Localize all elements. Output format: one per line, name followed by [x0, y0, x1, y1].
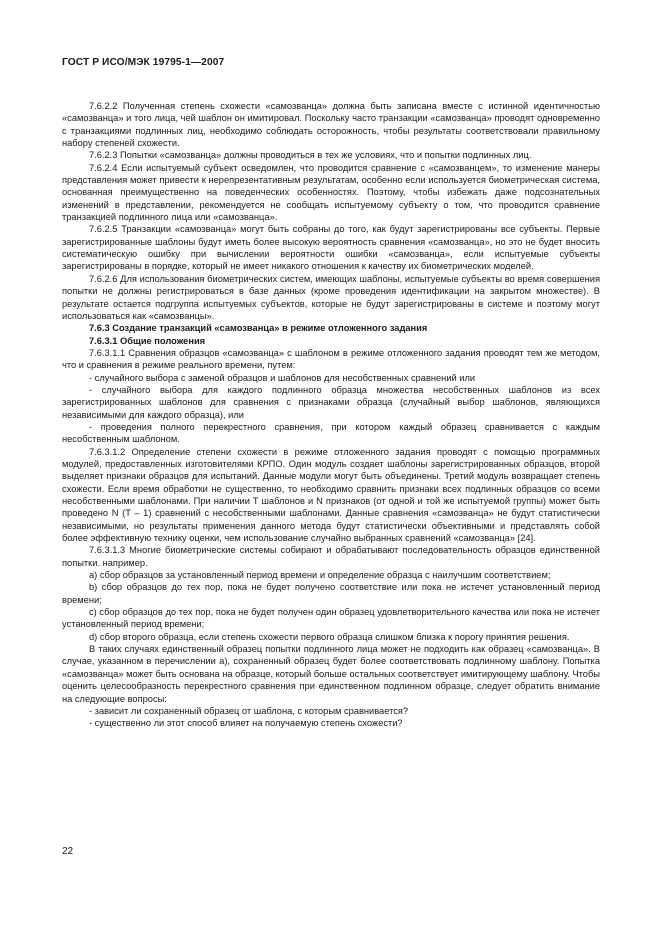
paragraph-7-6-2-2: 7.6.2.2 Полученная степень схожести «самозванца» должна быть записана вместе с истинной идентичностью «самозванца» и того лица, чей шаблон он имитировал. Поскольку часто транзакции «самозванца» проводят одновременно с транзакциями подлинных лиц, необходимо соблюдать осторожность, чтобы результаты соответствовали правильному набору степеней схожести. — [62, 101, 600, 149]
paragraph-single-sample: В таких случаях единственный образец попытки подлинного лица может не подходить как образец «самозванца». В случае, указанном в перечислении а), сохраненный образец будет более соответствовать подлинному шаблону. Попытка «самозванца» может быть основана на образце, который больше остальных соответствует имитирующему шаблону. Чтобы оценить целесообразность перекрестного сравнения при единственном подлинном образце, следует обратить внимание на следующие вопросы: — [62, 644, 600, 704]
list-item: - случайного выбора с заменой образцов и шаблонов для несобственных сравнений или — [89, 372, 476, 383]
question-item: - существенно ли этот способ влияет на получаемую степень схожести? — [89, 718, 403, 729]
question-item: - зависит ли сохраненный образец от шаблона, с которым сравнивается? — [89, 705, 409, 716]
list-item-a: а) сбор образцов за установленный период времени и определение образца с наилучшим соответствием; — [89, 570, 551, 581]
paragraph-7-6-3-1-3: 7.6.3.1.3 Многие биометрические системы собирают и обрабатывают последовательность образцов единственной попытки. например. — [62, 545, 600, 568]
paragraph-7-6-2-6: 7.6.2.6 Для использования биометрических систем, имеющих шаблоны, испытуемые субъекты во время совершения попытки не должны регистрироваться в базе данных (кроме проведения идентификации на закрытом множестве). В результате остается подгруппа испытуемых субъектов, которые не будут зарегистрированы в системе и поэтому могут использоваться как «самозванцы». — [62, 273, 600, 321]
document-header: ГОСТ Р ИСО/МЭК 19795-1—2007 — [62, 57, 225, 68]
paragraph-7-6-2-3: 7.6.2.3 Попытки «самозванца» должны проводиться в тех же условиях, что и попытки подлинных лиц. — [89, 150, 532, 161]
paragraph-7-6-3-1-2: 7.6.3.1.2 Определение степени схожести в режиме отложенного задания проводят с помощью программных модулей, предоставленных изготовителями КРПО. Один модуль создает шаблоны зарегистрированных образцов, второй выделяет признаки образцов для испытаний. Данные модули могут быть объединены. Третий модуль возвращает степень схожести. Если время обработки не существенно, то необходимо сравнить признаки всех подлинных образцов со всеми несобственными шаблонами. При наличии T шаблонов и N признаков (от одной и той же испытуемой группы) может быть проведено N (T – 1) сравнений с несобственными шаблонами. Данные сравнения «самозванца» не будут статистически независимыми, но результаты применения данного метода будут статистически объективными и представлять собой более эффективную технику оценки, чем использование случайно выбранных сравнений «самозванца» [24]. — [62, 446, 600, 544]
list-item-b: b) сбор образцов до тех пор, пока не будет получено соответствие или пока не истечет установленный период времени; — [62, 582, 600, 605]
subsection-heading-7-6-3-1: 7.6.3.1 Общие положения — [89, 335, 206, 346]
list-item-c: с) сбор образцов до тех пор, пока не будет получен один образец удовлетворительного качества или пока не истечет установленный период времени; — [62, 607, 600, 630]
paragraph-7-6-2-5: 7.6.2.5 Транзакции «самозванца» могут быть собраны до того, как будут зарегистрированы все субъекты. Первые зарегистрированные шаблоны будут иметь более высокую вероятность сравнения «самозванца», но это не будет вносить систематическую ошибку при вычислении вероятности ошибки «самозванца», если испытуемые субъекты зарегистрированы в порядке, который не имеет никакого отношения к качеству их биометрических моделей. — [62, 224, 600, 272]
page-number: 22 — [62, 846, 74, 857]
document-body — [62, 100, 600, 730]
list-item: - случайного выбора для каждого подлинного образца множества несобственных шаблонов из всех зарегистрированных шаблонов для сравнения с признаками образца (случайный выбор шаблонов, являющихся независимыми для каждого образца), или — [62, 384, 600, 420]
paragraph-7-6-2-4: 7.6.2.4 Если испытуемый субъект осведомлен, что проводится сравнение с «самозванцем», то изменение манеры представления может привести к нерепрезентативным результатам, особенно если используется биометрическая система, основанная преимущественно на поведенческих особенностях. Поэтому, чтобы избежать даже подсознательных изменений в представлении, рекомендуется не сообщать испытуемому субъекту о том, что проводится сравнение транзакцией подлинного лица или «самозванца». — [62, 162, 600, 223]
section-heading-7-6-3: 7.6.3 Создание транзакций «самозванца» в режиме отложенного задания — [89, 323, 428, 334]
paragraph-7-6-3-1-1: 7.6.3.1.1 Сравнения образцов «самозванца» с шаблоном в режиме отложенного задания проводят тем же методом, что и сравнения в режиме реального времени, путем: — [62, 347, 600, 371]
list-item: - проведения полного перекрестного сравнения, при котором каждый образец сравнивается с каждым несобственным шаблоном. — [62, 421, 600, 445]
list-item-d: d) сбор второго образца, если степень схожести первого образца слишком близка к порогу принятия решения. — [89, 631, 570, 642]
